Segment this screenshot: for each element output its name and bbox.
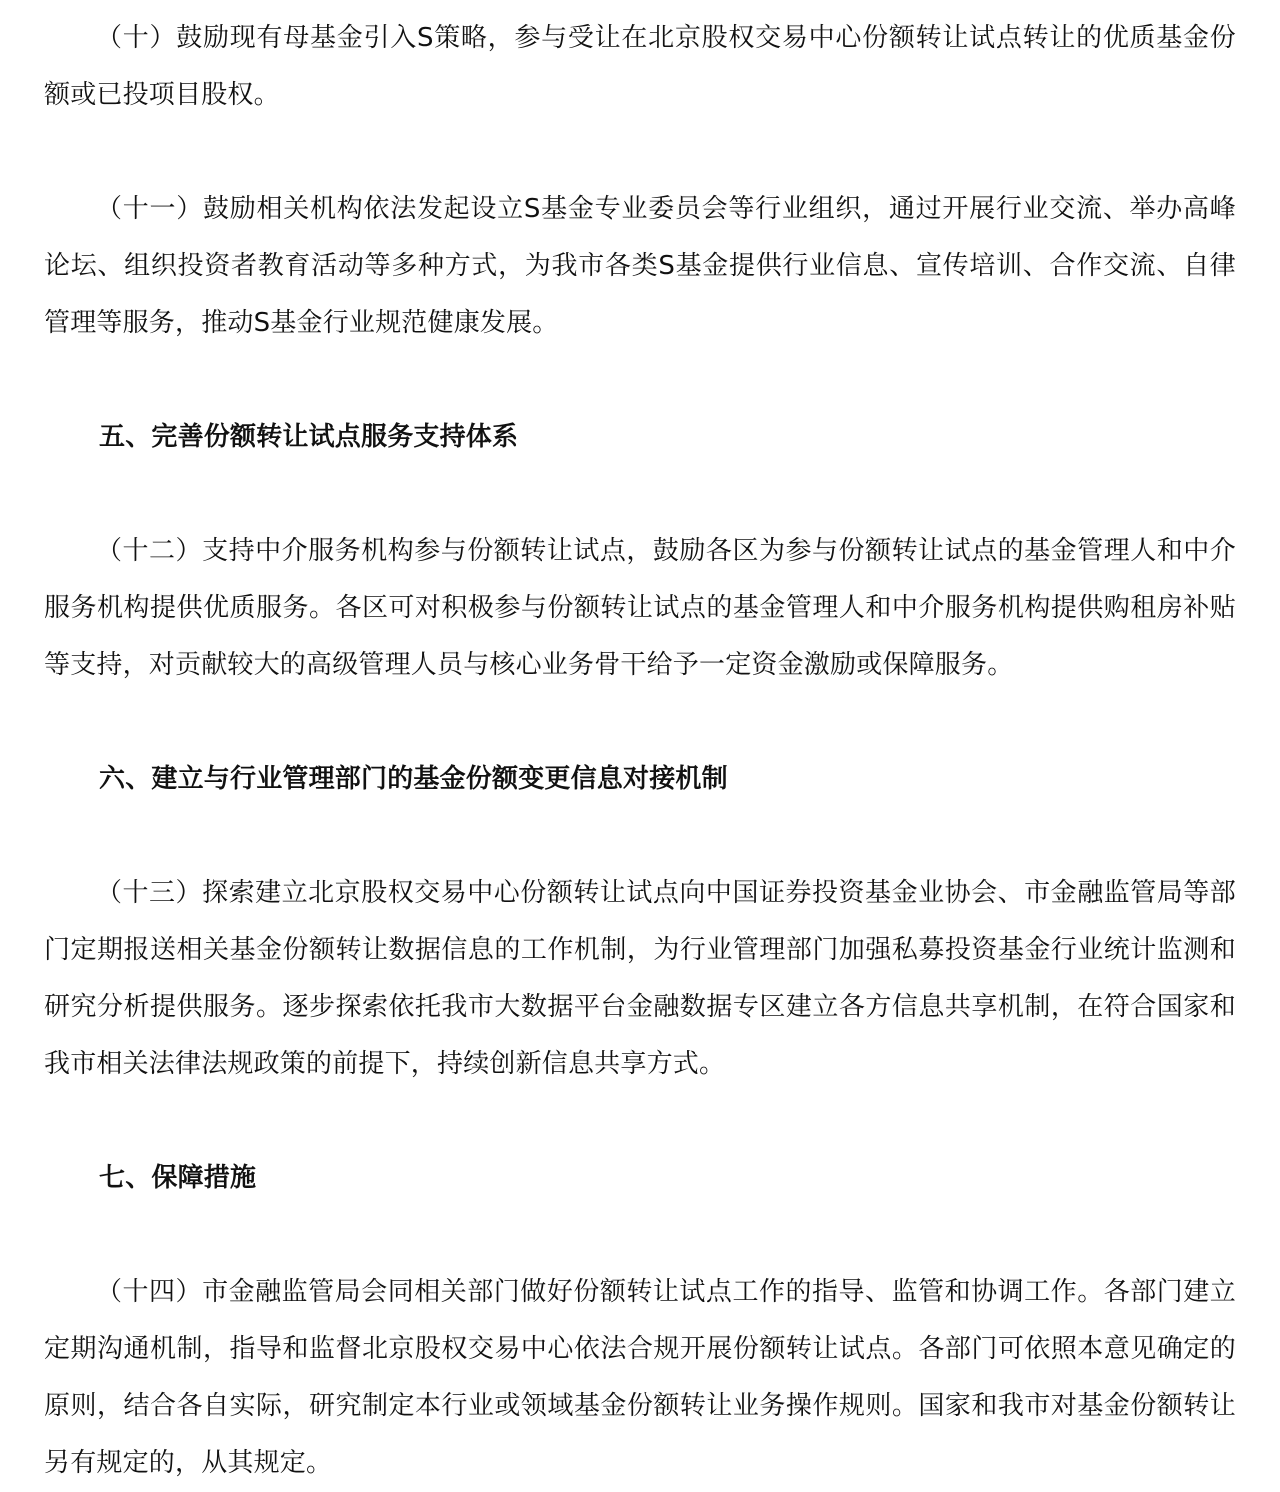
paragraph-12: （十二）支持中介服务机构参与份额转让试点，鼓励各区为参与份额转让试点的基金管理人和中介服务机构提供优质服务。各区可对积极参与份额转让试点的基金管理人和中介服务机构提供购租房补贴等支持，对贡献较大的高级管理人员与核心业务骨干给予一定资金激励或保障服务。 [44, 536, 1236, 680]
spacer [44, 124, 1236, 181]
paragraph-13: （十三）探索建立北京股权交易中心份额转让试点向中国证券投资基金业协会、市金融监管局等部门定期报送相关基金份额转让数据信息的工作机制，为行业管理部门加强私募投资基金行业统计监测和研究分析提供服务。逐步探索依托我市大数据平台金融数据专区建立各方信息共享机制，在符合国家和我市相关法律法规政策的前提下，持续创新信息共享方式。 [44, 878, 1236, 1079]
section-heading-7: 七、保障措施 [99, 1163, 257, 1193]
spacer [44, 694, 1236, 751]
spacer [44, 352, 1236, 409]
document-body [44, 10, 1236, 1492]
paragraph-11: （十一）鼓励相关机构依法发起设立S基金专业委员会等行业组织，通过开展行业交流、举办高峰论坛、组织投资者教育活动等多种方式，为我市各类S基金提供行业信息、宣传培训、合作交流、自律管理等服务，推动S基金行业规范健康发展。 [44, 194, 1236, 338]
spacer [44, 466, 1236, 523]
section-heading-6: 六、建立与行业管理部门的基金份额变更信息对接机制 [99, 764, 728, 794]
paragraph-10: （十）鼓励现有母基金引入S策略，参与受让在北京股权交易中心份额转让试点转让的优质基金份额或已投项目股权。 [44, 23, 1236, 110]
paragraph-14: （十四）市金融监管局会同相关部门做好份额转让试点工作的指导、监管和协调工作。各部门建立定期沟通机制，指导和监督北京股权交易中心依法合规开展份额转让试点。各部门可依照本意见确定的原则，结合各自实际，研究制定本行业或领域基金份额转让业务操作规则。国家和我市对基金份额转让另有规定的，从其规定。 [44, 1277, 1236, 1478]
section-heading-5: 五、完善份额转让试点服务支持体系 [99, 422, 519, 452]
spacer [44, 1093, 1236, 1150]
spacer [44, 808, 1236, 865]
spacer [44, 1207, 1236, 1264]
